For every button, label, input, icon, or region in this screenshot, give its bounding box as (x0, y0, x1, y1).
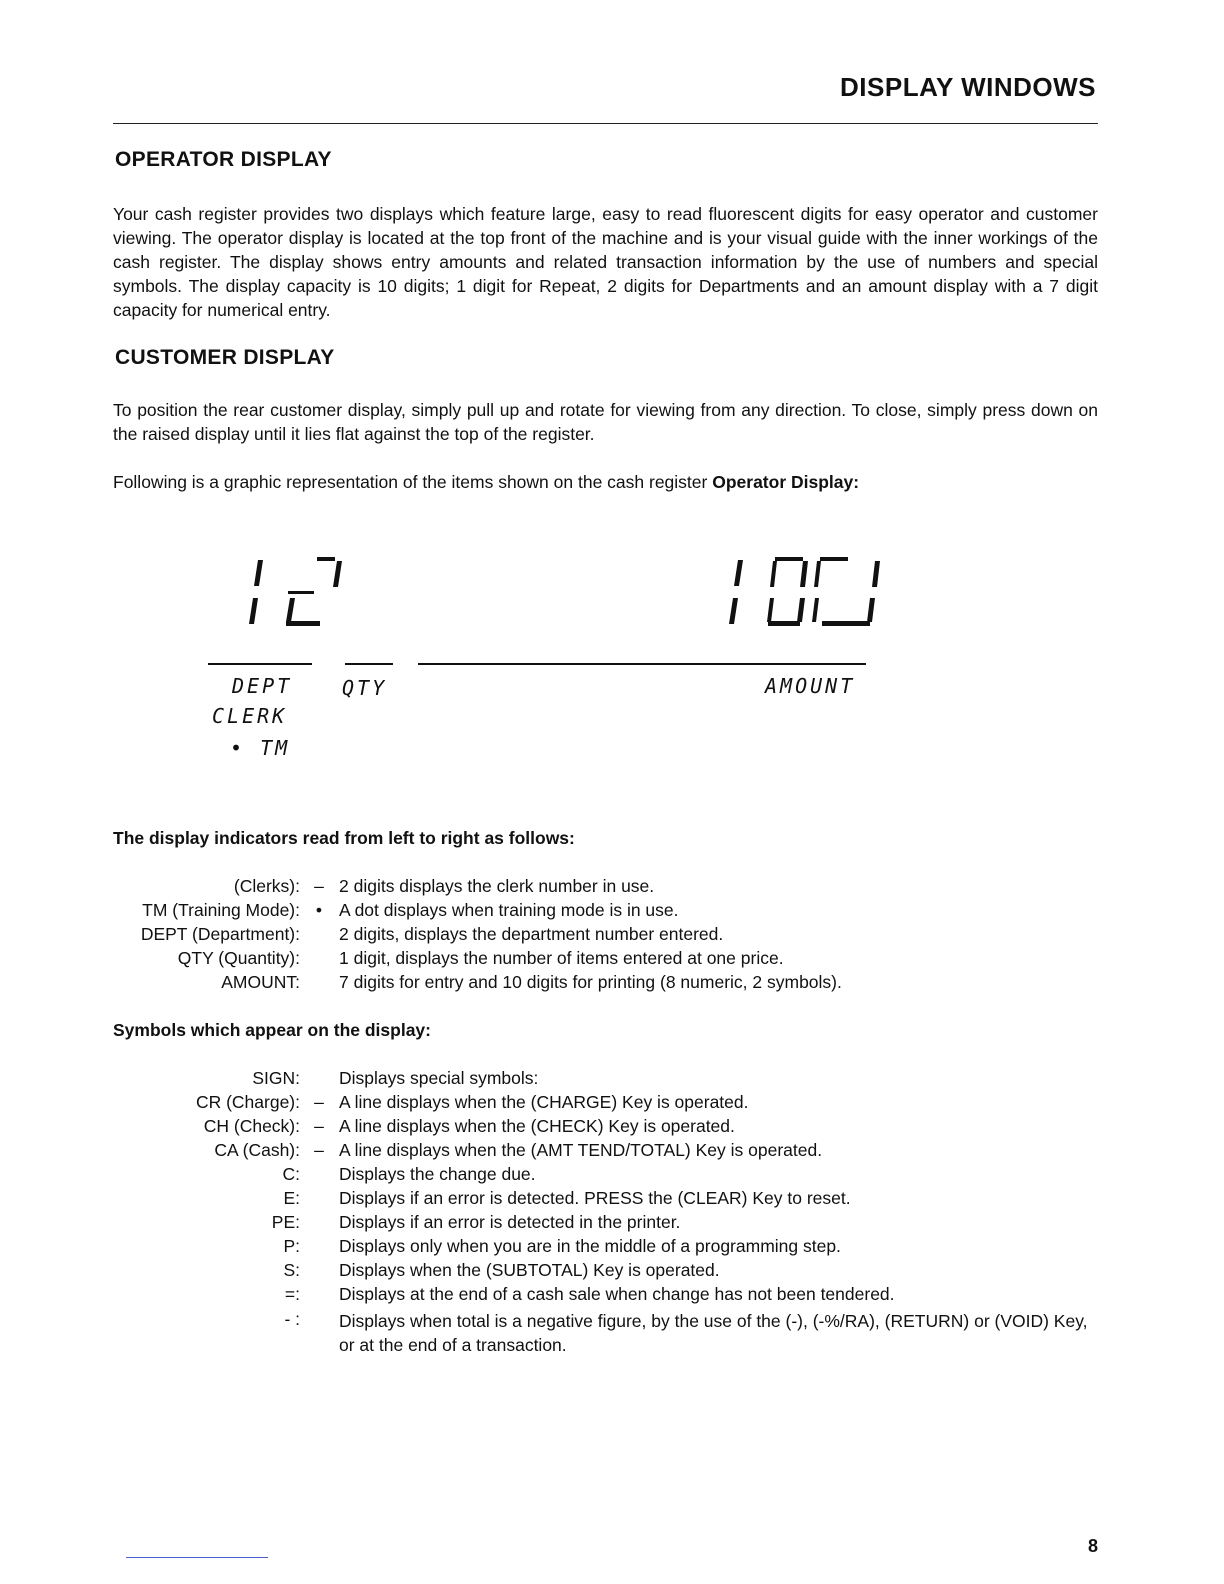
indicators-heading: The display indicators read from left to right as follows: (113, 828, 575, 848)
symbols-heading: Symbols which appear on the display: (113, 1020, 431, 1040)
list-item (0, 1309, 1224, 1357)
symbol-term: =: (284, 1284, 300, 1304)
operator-display-paragraph: Your cash register provides two displays which feature large, easy to read fluorescent digits for easy operator and customer viewing. The operator display is located at the top front of the machine and is your visual guide with the inner workings of the cash register. The display shows entry amounts and related transaction information by the use of numbers and special symbols. The display capacity is 10 digits; 1 digit for Repeat, 2 digits for Departments and an amount display with a 7 digit capacity for numerical entry. (113, 204, 1098, 320)
indicator-term: DEPT (Department): (140, 924, 300, 944)
symbol-term: SIGN: (252, 1068, 300, 1088)
dept-label: DEPT (232, 674, 293, 698)
symbol-term: PE: (271, 1212, 300, 1232)
symbol-desc: Displays if an error is detected. PRESS the (CLEAR) Key to reset. (339, 1188, 851, 1208)
tm-label: • TM (230, 736, 291, 760)
symbol-term: P: (283, 1236, 300, 1256)
list-item (0, 1068, 1224, 1092)
list-item (0, 876, 1224, 900)
symbol-term: C: (282, 1164, 300, 1184)
indicator-desc: 7 digits for entry and 10 digits for printing (8 numeric, 2 symbols). (339, 972, 842, 992)
indicator-desc: 2 digits, displays the department number entered. (339, 924, 724, 944)
customer-display-paragraph: To position the rear customer display, simply pull up and rotate for viewing from any direction. To close, simply press down on the raised display until it lies flat against the top of the register. (113, 400, 1098, 444)
indicator-term: (Clerks): (233, 876, 300, 896)
list-item (0, 1188, 1224, 1212)
indicator-desc: 2 digits displays the clerk number in use. (339, 876, 655, 896)
symbol-term: CA (Cash): (214, 1140, 300, 1160)
symbol-desc: Displays the change due. (339, 1164, 536, 1184)
list-item (0, 1164, 1224, 1188)
operator-display-diagram (200, 540, 940, 780)
page-number: 8 (1087, 1536, 1098, 1556)
symbol-desc: A line displays when the (CHECK) Key is operated. (339, 1116, 735, 1136)
header-divider (113, 123, 1098, 124)
symbol-desc: Displays when the (SUBTOTAL) Key is operated. (339, 1260, 720, 1280)
indicator-term: AMOUNT: (221, 972, 300, 992)
lcd-digit-1-right (729, 560, 743, 624)
symbol-desc: Displays if an error is detected in the printer. (339, 1212, 681, 1232)
qty-label: QTY (342, 676, 388, 700)
customer-display-heading: CUSTOMER DISPLAY (115, 346, 335, 369)
symbol-mark: – (314, 1092, 324, 1112)
diagram-intro (113, 470, 1098, 494)
symbol-term: S: (283, 1260, 300, 1280)
page-title: DISPLAY WINDOWS (840, 72, 1096, 102)
diagram-intro-text: Following is a graphic representation of the items shown on the cash register (113, 472, 713, 492)
symbol-term: E: (283, 1188, 300, 1208)
lcd-digit-0a-right (767, 557, 808, 626)
indicator-term: QTY (Quantity): (177, 948, 300, 968)
symbol-term: - : (284, 1309, 300, 1329)
list-item (0, 900, 1224, 924)
lcd-digit-1-left (249, 560, 263, 624)
list-item (0, 1284, 1224, 1308)
indicator-term: TM (Training Mode): (142, 900, 300, 920)
list-item (0, 1140, 1224, 1164)
amount-label: AMOUNT (765, 674, 856, 698)
list-item (0, 1212, 1224, 1236)
list-item (0, 1092, 1224, 1116)
lcd-digit-2-left (286, 557, 342, 626)
symbol-desc: Displays at the end of a cash sale when change has not been tendered. (339, 1284, 895, 1304)
symbol-desc: Displays special symbols: (339, 1068, 539, 1088)
symbol-term: CR (Charge): (195, 1092, 300, 1112)
list-item (0, 1236, 1224, 1260)
list-item (0, 972, 1224, 996)
symbol-mark: – (314, 1140, 324, 1160)
symbol-desc: Displays only when you are in the middle of a programming step. (339, 1236, 841, 1256)
list-item (0, 924, 1224, 948)
list-item (0, 948, 1224, 972)
indicator-desc: 1 digit, displays the number of items entered at one price. (339, 948, 784, 968)
lcd-digit-0b-right (812, 557, 880, 626)
indicator-mark: – (314, 876, 324, 896)
footer-divider (126, 1557, 268, 1558)
list-item (0, 1260, 1224, 1284)
symbol-desc: A line displays when the (AMT TEND/TOTAL) Key is operated. (339, 1140, 823, 1160)
symbol-desc: A line displays when the (CHARGE) Key is operated. (339, 1092, 749, 1112)
indicator-desc: A dot displays when training mode is in use. (339, 900, 679, 920)
diagram-intro-bold: Operator Display: (712, 472, 860, 492)
indicator-mark: • (315, 900, 323, 920)
symbol-desc: Displays when total is a negative figure, by the use of the (-), (-%/RA), (RETURN) or (VOID) Key, or at the end of a transaction. (339, 1311, 1088, 1355)
lcd-digits (200, 540, 940, 680)
symbol-mark: – (314, 1116, 324, 1136)
list-item (0, 1116, 1224, 1140)
operator-display-heading: OPERATOR DISPLAY (115, 148, 332, 171)
symbol-term: CH (Check): (203, 1116, 300, 1136)
clerk-label: CLERK (212, 704, 288, 728)
